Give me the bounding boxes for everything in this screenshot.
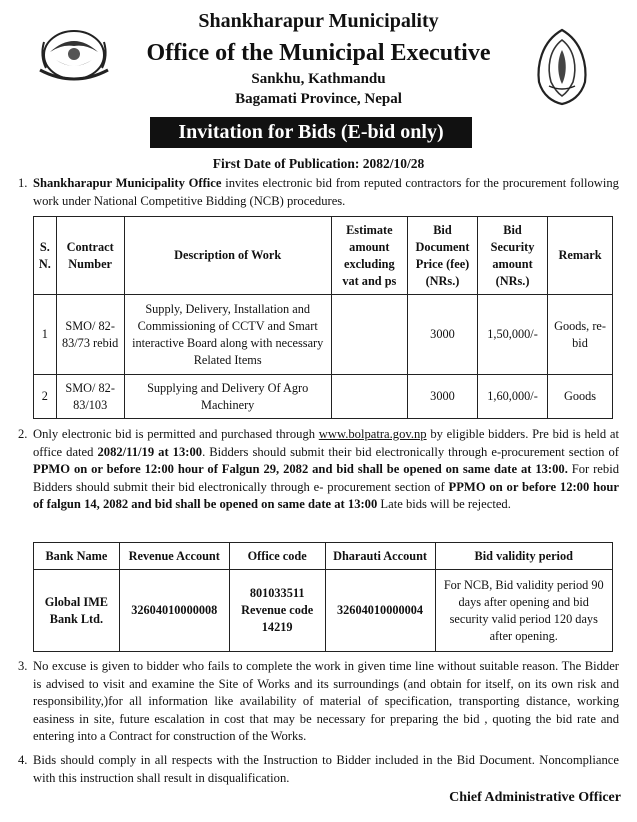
- item-number-4: 4.: [18, 753, 28, 767]
- table-row: [34, 570, 613, 652]
- header-remark: Remark: [548, 217, 613, 295]
- address-line-2: Bagamati Province, Nepal: [235, 91, 402, 107]
- header-bid-validity: Bid validity period: [435, 543, 613, 570]
- municipality-name: Shankharapur Municipality: [198, 10, 439, 32]
- item-number-2: 2.: [18, 427, 28, 441]
- table-row: [34, 295, 613, 375]
- header-dharauti-account: Dharauti Account: [325, 543, 435, 570]
- header-contract-number: Contract Number: [56, 217, 124, 295]
- revenue-account: 32604010000008: [119, 570, 229, 652]
- row-1-remark: Goods, re-bid: [548, 295, 613, 375]
- bank-table-header: [34, 543, 613, 570]
- row-2-doc-price: 3000: [407, 375, 477, 419]
- row-2-contract: SMO/ 82-83/103: [56, 375, 124, 419]
- item-number-1: 1.: [18, 176, 28, 190]
- item-2-part-e: For rebid Bidders should submit their bid electronically through e- procurement section of: [33, 462, 619, 494]
- item-2-part-c: . Bidders should submit their bid electronically through e-procurement section of: [202, 444, 619, 459]
- header-bank-name: Bank Name: [34, 543, 120, 570]
- notice-title-banner: Invitation for Bids (E-bid only): [150, 117, 472, 148]
- bank-table: [33, 542, 613, 652]
- office-code: 801033511 Revenue code 14219: [229, 570, 325, 652]
- row-2-remark: Goods: [548, 375, 613, 419]
- header-estimate: Estimate amount excluding vat and ps: [331, 217, 407, 295]
- item-2-text: [33, 426, 619, 514]
- header-bid-security: Bid Security amount (NRs.): [478, 217, 548, 295]
- header-description: Description of Work: [124, 217, 331, 295]
- header-doc-price: Bid Document Price (fee) (NRs.): [407, 217, 477, 295]
- row-1-contract: SMO/ 82-83/73 rebid: [56, 295, 124, 375]
- row-2-description: Supplying and Delivery Of Agro Machinery: [124, 375, 331, 419]
- address-line-1: Sankhu, Kathmandu: [251, 71, 386, 87]
- dharauti-account: 32604010000004: [325, 570, 435, 652]
- header-sn: S. N.: [34, 217, 57, 295]
- item-number-3: 3.: [18, 659, 28, 673]
- header-revenue-account: Revenue Account: [119, 543, 229, 570]
- item-1-rest: invites electronic bid from reputed contractors for the procurement following work under National Competitive Bidding (NCB) procedures.: [33, 176, 619, 208]
- row-1-description: Supply, Delivery, Installation and Commissioning of CCTV and Smart interactive Board along with necessary Related Items: [124, 295, 331, 375]
- bank-name: Global IME Bank Ltd.: [34, 570, 120, 652]
- works-table-header: [34, 217, 613, 295]
- item-2-part-a: Only electronic bid is permitted and purchased through: [33, 427, 319, 441]
- row-1-security: 1,50,000/-: [478, 295, 548, 375]
- signatory: Chief Administrative Officer: [449, 790, 621, 805]
- item-2-part-b: by eligible bidders. Pre bid is held at office dated: [33, 427, 620, 459]
- works-table: [33, 216, 613, 419]
- bid-validity: For NCB, Bid validity period 90 days after opening and bid security valid period 120 days after opening.: [435, 570, 613, 652]
- header-office-code: Office code: [229, 543, 325, 570]
- bolpatra-link[interactable]: www.bolpatra.gov.np: [318, 427, 427, 441]
- row-2-estimate: [331, 375, 407, 419]
- row-1-estimate: [331, 295, 407, 375]
- submission-deadline: PPMO on or before 12:00 hour of Falgun 29, 2082 and bid shall be opened on same date at 13:00.: [33, 462, 568, 476]
- row-2-sn: 2: [34, 375, 57, 419]
- row-2-security: 1,60,000/-: [478, 375, 548, 419]
- publication-date: First Date of Publication: 2082/10/28: [212, 156, 425, 171]
- row-1-doc-price: 3000: [407, 295, 477, 375]
- rebid-deadline: PPMO on or before 12:00 hour of falgun 14, 2082 and bid shall be opened on same date at 13:00: [33, 479, 619, 511]
- office-name: Office of the Municipal Executive: [146, 40, 491, 66]
- item-4-text: Bids should comply in all respects with the Instruction to Bidder included in the Bid Document. Noncompliance with this instruction shall result in disqualification.: [33, 753, 619, 785]
- row-1-sn: 1: [34, 295, 57, 375]
- table-row: [34, 375, 613, 419]
- prebid-date: 2082/11/19 at 13:00: [97, 444, 203, 459]
- item-2-part-g: Late bids will be rejected.: [377, 497, 511, 511]
- item-3-text: No excuse is given to bidder who fails to complete the work in given time line without suitable reason. The Bidder is advised to visit and examine the Site of Works and its surroundings (and obtain for itself, on its own risk and responsibility,)for all information like availability of material of specification, transporting distance, working easiness in site, future escalation in cost that may be necessary for preparing the bid , quoting the bid rate and entering into a Contract for construction of the Works.: [33, 659, 619, 743]
- office-name-inline: Shankharapur Municipality Office: [33, 176, 222, 190]
- item-1-text: [33, 175, 619, 210]
